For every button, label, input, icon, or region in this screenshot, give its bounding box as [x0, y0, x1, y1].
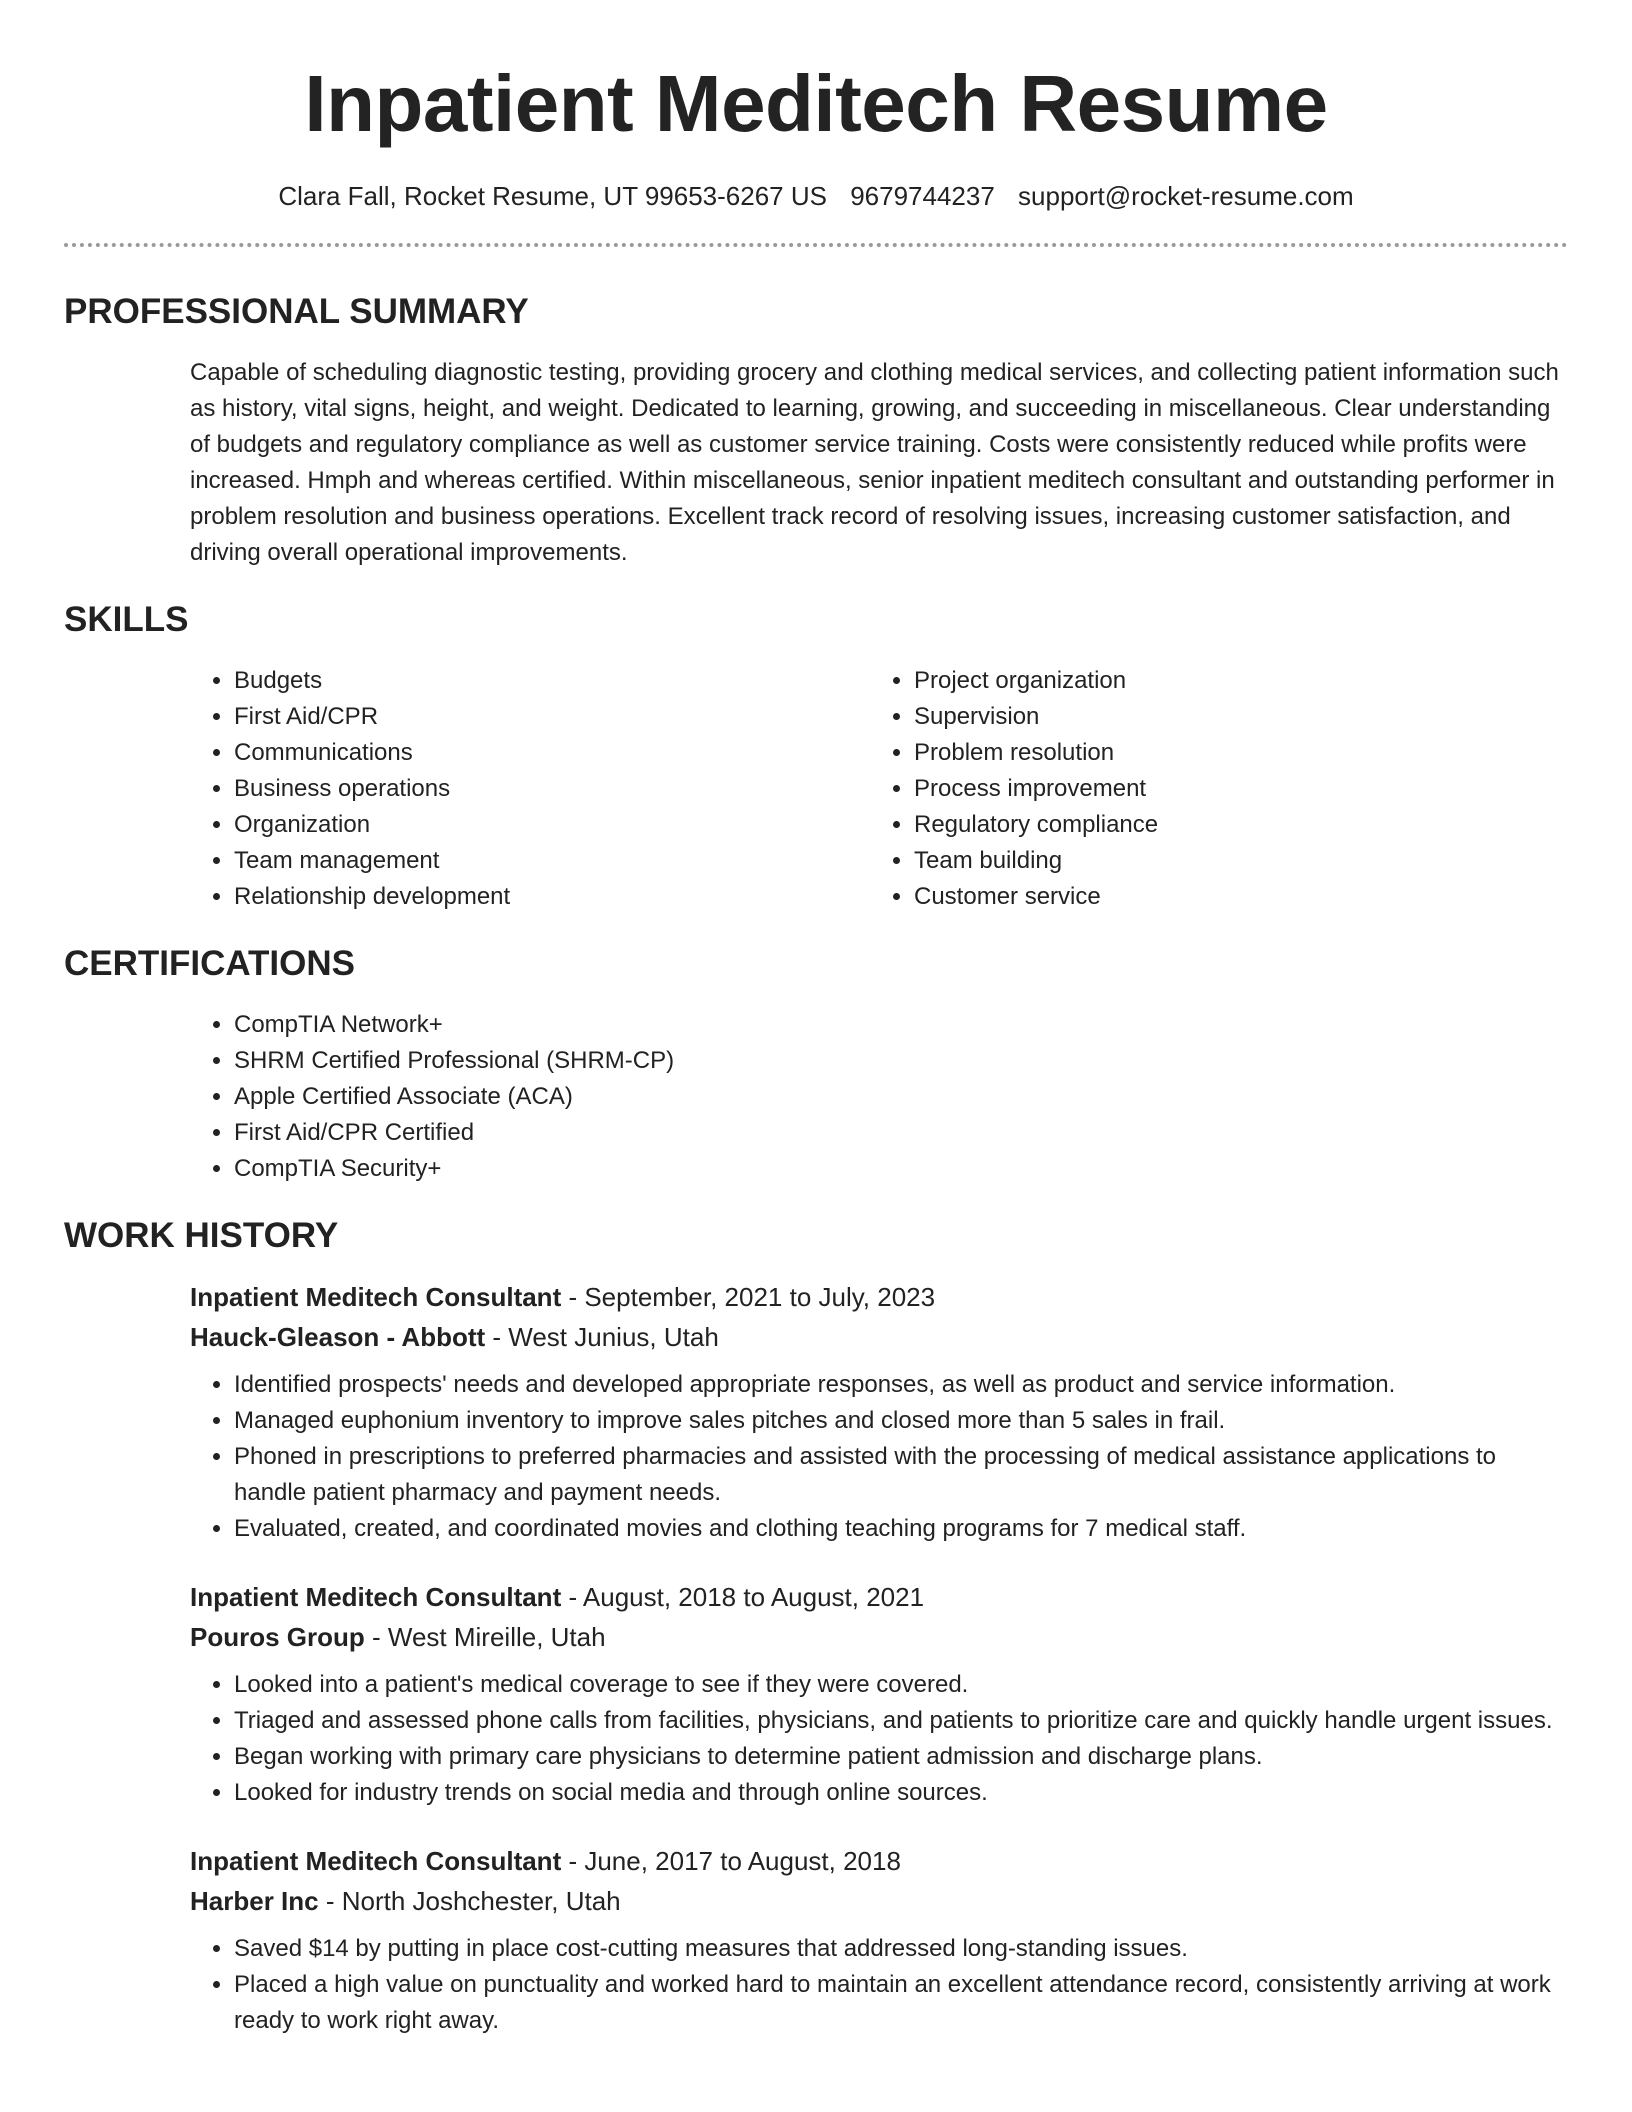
summary-text: Capable of scheduling diagnostic testing, providing grocery and clothing medical services, and collecting patient information such as history, vital signs, height, and weight. Dedicated to learning, growing, and succeeding in miscellaneous. Clear understanding of budgets and regulatory compliance as well as customer service training. Costs were consistently reduced while profits were increased. Hmph and whereas certified. Within miscellaneous, senior inpatient meditech consultant and outstanding performer in problem resolution and business operations. Excellent track record of resolving issues, increasing customer satisfaction, and driving overall operational improvements. — [190, 359, 1559, 566]
job-bullet: • Began working with primary care physicians to determine patient admission and discharge plans. — [234, 1739, 1568, 1775]
job-dates: - June, 2017 to August, 2018 — [561, 1846, 901, 1876]
job-bullet: • Triaged and assessed phone calls from facilities, physicians, and patients to prioritize care and quickly handle urgent issues. — [234, 1703, 1568, 1739]
work-history-section — [64, 1215, 1568, 2039]
job-bullet: • Managed euphonium inventory to improve sales pitches and closed more than 5 sales in frail. — [234, 1403, 1568, 1439]
job-dates: - September, 2021 to July, 2023 — [561, 1282, 936, 1312]
certification-item: • CompTIA Security+ — [234, 1151, 1568, 1187]
job-bullet: • Saved $14 by putting in place cost-cutting measures that addressed long-standing issues. — [234, 1931, 1568, 1967]
contact-line — [0, 180, 1632, 212]
job-title-line — [190, 1577, 1568, 1617]
job-bullet: • Looked into a patient's medical coverage to see if they were covered. — [234, 1667, 1568, 1703]
job-bullet: • Phoned in prescriptions to preferred pharmacies and assisted with the processing of medical assistance applications to handle patient pharmacy and payment needs. — [234, 1439, 1568, 1511]
skills-grid — [190, 663, 1568, 915]
job-title: Inpatient Meditech Consultant — [190, 1846, 562, 1876]
skills-heading: SKILLS — [64, 600, 189, 639]
skill-item: • Regulatory compliance — [914, 807, 1550, 843]
job-title-line — [190, 1277, 1568, 1317]
skill-item: • Budgets — [234, 663, 870, 699]
certifications-heading: CERTIFICATIONS — [64, 944, 356, 983]
skill-item: • Business operations — [234, 771, 870, 807]
skill-item: • First Aid/CPR — [234, 699, 870, 735]
job-bullets — [190, 1367, 1568, 1547]
skills-section — [64, 599, 1568, 915]
job-location: - North Joshchester, Utah — [318, 1886, 621, 1916]
skill-item: • Organization — [234, 807, 870, 843]
skill-item: • Process improvement — [914, 771, 1550, 807]
summary-section — [64, 291, 1568, 571]
skills-list-right — [870, 663, 1550, 915]
header-divider — [64, 243, 1568, 247]
job-bullet: • Identified prospects' needs and developed appropriate responses, as well as product and service information. — [234, 1367, 1568, 1403]
job-bullets — [190, 1931, 1568, 2039]
skills-list-left — [190, 663, 870, 915]
job-company-line — [190, 1881, 1568, 1921]
job-location: - West Junius, Utah — [485, 1322, 719, 1352]
job-entry — [190, 1577, 1568, 1811]
job-company: Hauck-Gleason - Abbott — [190, 1322, 486, 1352]
skill-item: • Supervision — [914, 699, 1550, 735]
job-bullet: • Placed a high value on punctuality and worked hard to maintain an excellent attendance record, consistently arriving at work ready to work right away. — [234, 1967, 1568, 2039]
job-location: - West Mireille, Utah — [364, 1622, 606, 1652]
resume-title: Inpatient Meditech Resume — [304, 59, 1328, 148]
job-company: Pouros Group — [190, 1622, 365, 1652]
job-dates: - August, 2018 to August, 2021 — [561, 1582, 925, 1612]
skill-item: • Customer service — [914, 879, 1550, 915]
skill-item: • Team management — [234, 843, 870, 879]
job-company-line — [190, 1317, 1568, 1357]
skill-item: • Project organization — [914, 663, 1550, 699]
certification-item: • Apple Certified Associate (ACA) — [234, 1079, 1568, 1115]
job-company-line — [190, 1617, 1568, 1657]
job-entry — [190, 1277, 1568, 1547]
work-history-heading: WORK HISTORY — [64, 1216, 339, 1255]
skills-column-right — [870, 663, 1550, 915]
skill-item: • Relationship development — [234, 879, 870, 915]
job-company: Harber Inc — [190, 1886, 319, 1916]
certification-item: • CompTIA Network+ — [234, 1007, 1568, 1043]
job-bullet: • Evaluated, created, and coordinated movies and clothing teaching programs for 7 medical staff. — [234, 1511, 1568, 1547]
job-title: Inpatient Meditech Consultant — [190, 1582, 562, 1612]
skill-item: • Communications — [234, 735, 870, 771]
contact-address: Clara Fall, Rocket Resume, UT 99653-6267 US — [278, 181, 827, 211]
job-entry — [190, 1841, 1568, 2039]
certification-item: • First Aid/CPR Certified — [234, 1115, 1568, 1151]
job-bullet: • Looked for industry trends on social media and through online sources. — [234, 1775, 1568, 1811]
skill-item: • Team building — [914, 843, 1550, 879]
skill-item: • Problem resolution — [914, 735, 1550, 771]
certifications-section — [64, 943, 1568, 1187]
contact-phone: 9679744237 — [850, 181, 995, 211]
certifications-list — [190, 1007, 1568, 1187]
job-title: Inpatient Meditech Consultant — [190, 1282, 562, 1312]
certification-item: • SHRM Certified Professional (SHRM-CP) — [234, 1043, 1568, 1079]
job-bullets — [190, 1667, 1568, 1811]
job-title-line — [190, 1841, 1568, 1881]
skills-column-left — [190, 663, 870, 915]
summary-heading: PROFESSIONAL SUMMARY — [64, 292, 529, 331]
contact-email: support@rocket-resume.com — [1018, 181, 1354, 211]
